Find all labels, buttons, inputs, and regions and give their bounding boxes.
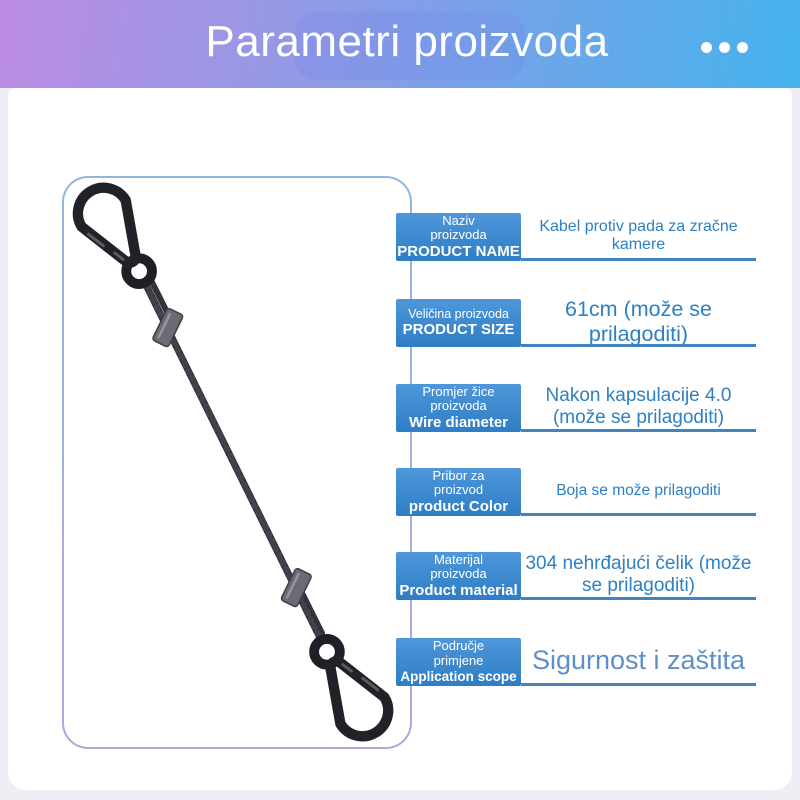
label-hr-line1: Pribor za <box>432 468 485 483</box>
spec-row-product-size <box>396 299 756 347</box>
spec-value: Nakon kapsulacije 4.0 (može se prilagoditi) <box>545 385 732 428</box>
spec-label <box>396 468 521 516</box>
dot-icon <box>719 42 730 53</box>
spec-value: Kabel protiv pada za zračne kamere <box>539 217 738 253</box>
label-en: Product material <box>399 581 518 599</box>
spec-row-product-name <box>396 213 756 261</box>
label-hr-line2: proizvoda <box>430 227 487 243</box>
ellipsis-menu-icon[interactable] <box>701 42 748 53</box>
spec-label <box>396 299 521 347</box>
spec-value: Boja se može prilagoditi <box>556 481 721 499</box>
label-hr-line1: Promjer žice <box>422 384 495 399</box>
spec-label <box>396 552 521 600</box>
label-hr-line1: Veličina proizvoda <box>408 307 509 322</box>
content-card <box>8 88 792 790</box>
dot-icon <box>701 42 712 53</box>
spec-row-wire-diameter <box>396 384 756 432</box>
dot-icon <box>737 42 748 53</box>
label-hr-line1: Naziv <box>442 213 475 228</box>
label-en: Application scope <box>400 669 517 685</box>
spec-label <box>396 384 521 432</box>
label-hr-line2: proizvoda <box>430 398 487 414</box>
spec-value: 61cm (može se prilagoditi) <box>565 297 712 346</box>
spec-value-cell <box>521 213 756 261</box>
spec-row-application-scope <box>396 638 756 686</box>
spec-value-cell <box>521 638 756 686</box>
spec-value-cell <box>521 384 756 432</box>
spec-label <box>396 213 521 261</box>
label-en: PRODUCT SIZE <box>402 321 515 339</box>
label-en: Wire diameter <box>408 413 509 431</box>
wire-rope-sling-illustration <box>64 178 410 747</box>
spec-label <box>396 638 521 686</box>
spec-row-product-color <box>396 468 756 516</box>
page-title: Parametri proizvoda <box>205 17 609 66</box>
product-image <box>64 178 410 747</box>
label-hr-line1: Materijal <box>433 552 484 567</box>
spec-value: Sigurnost i zaštita <box>531 645 746 676</box>
spec-value-cell <box>521 299 756 347</box>
label-hr-line2: proizvoda <box>430 566 487 582</box>
spec-row-product-material <box>396 552 756 600</box>
header-banner <box>0 0 800 88</box>
spec-value-cell <box>521 468 756 516</box>
label-hr-line2: proizvod <box>433 482 484 498</box>
product-image-frame <box>62 176 412 749</box>
label-en: PRODUCT NAME <box>397 242 520 260</box>
spec-value-cell <box>521 552 756 600</box>
spec-value: 304 nehrđajući čelik (može se prilagoditi) <box>525 553 752 596</box>
label-hr-line2: primjene <box>433 652 484 668</box>
label-hr-line1: Područje <box>432 638 485 654</box>
label-en: product Color <box>408 497 509 515</box>
